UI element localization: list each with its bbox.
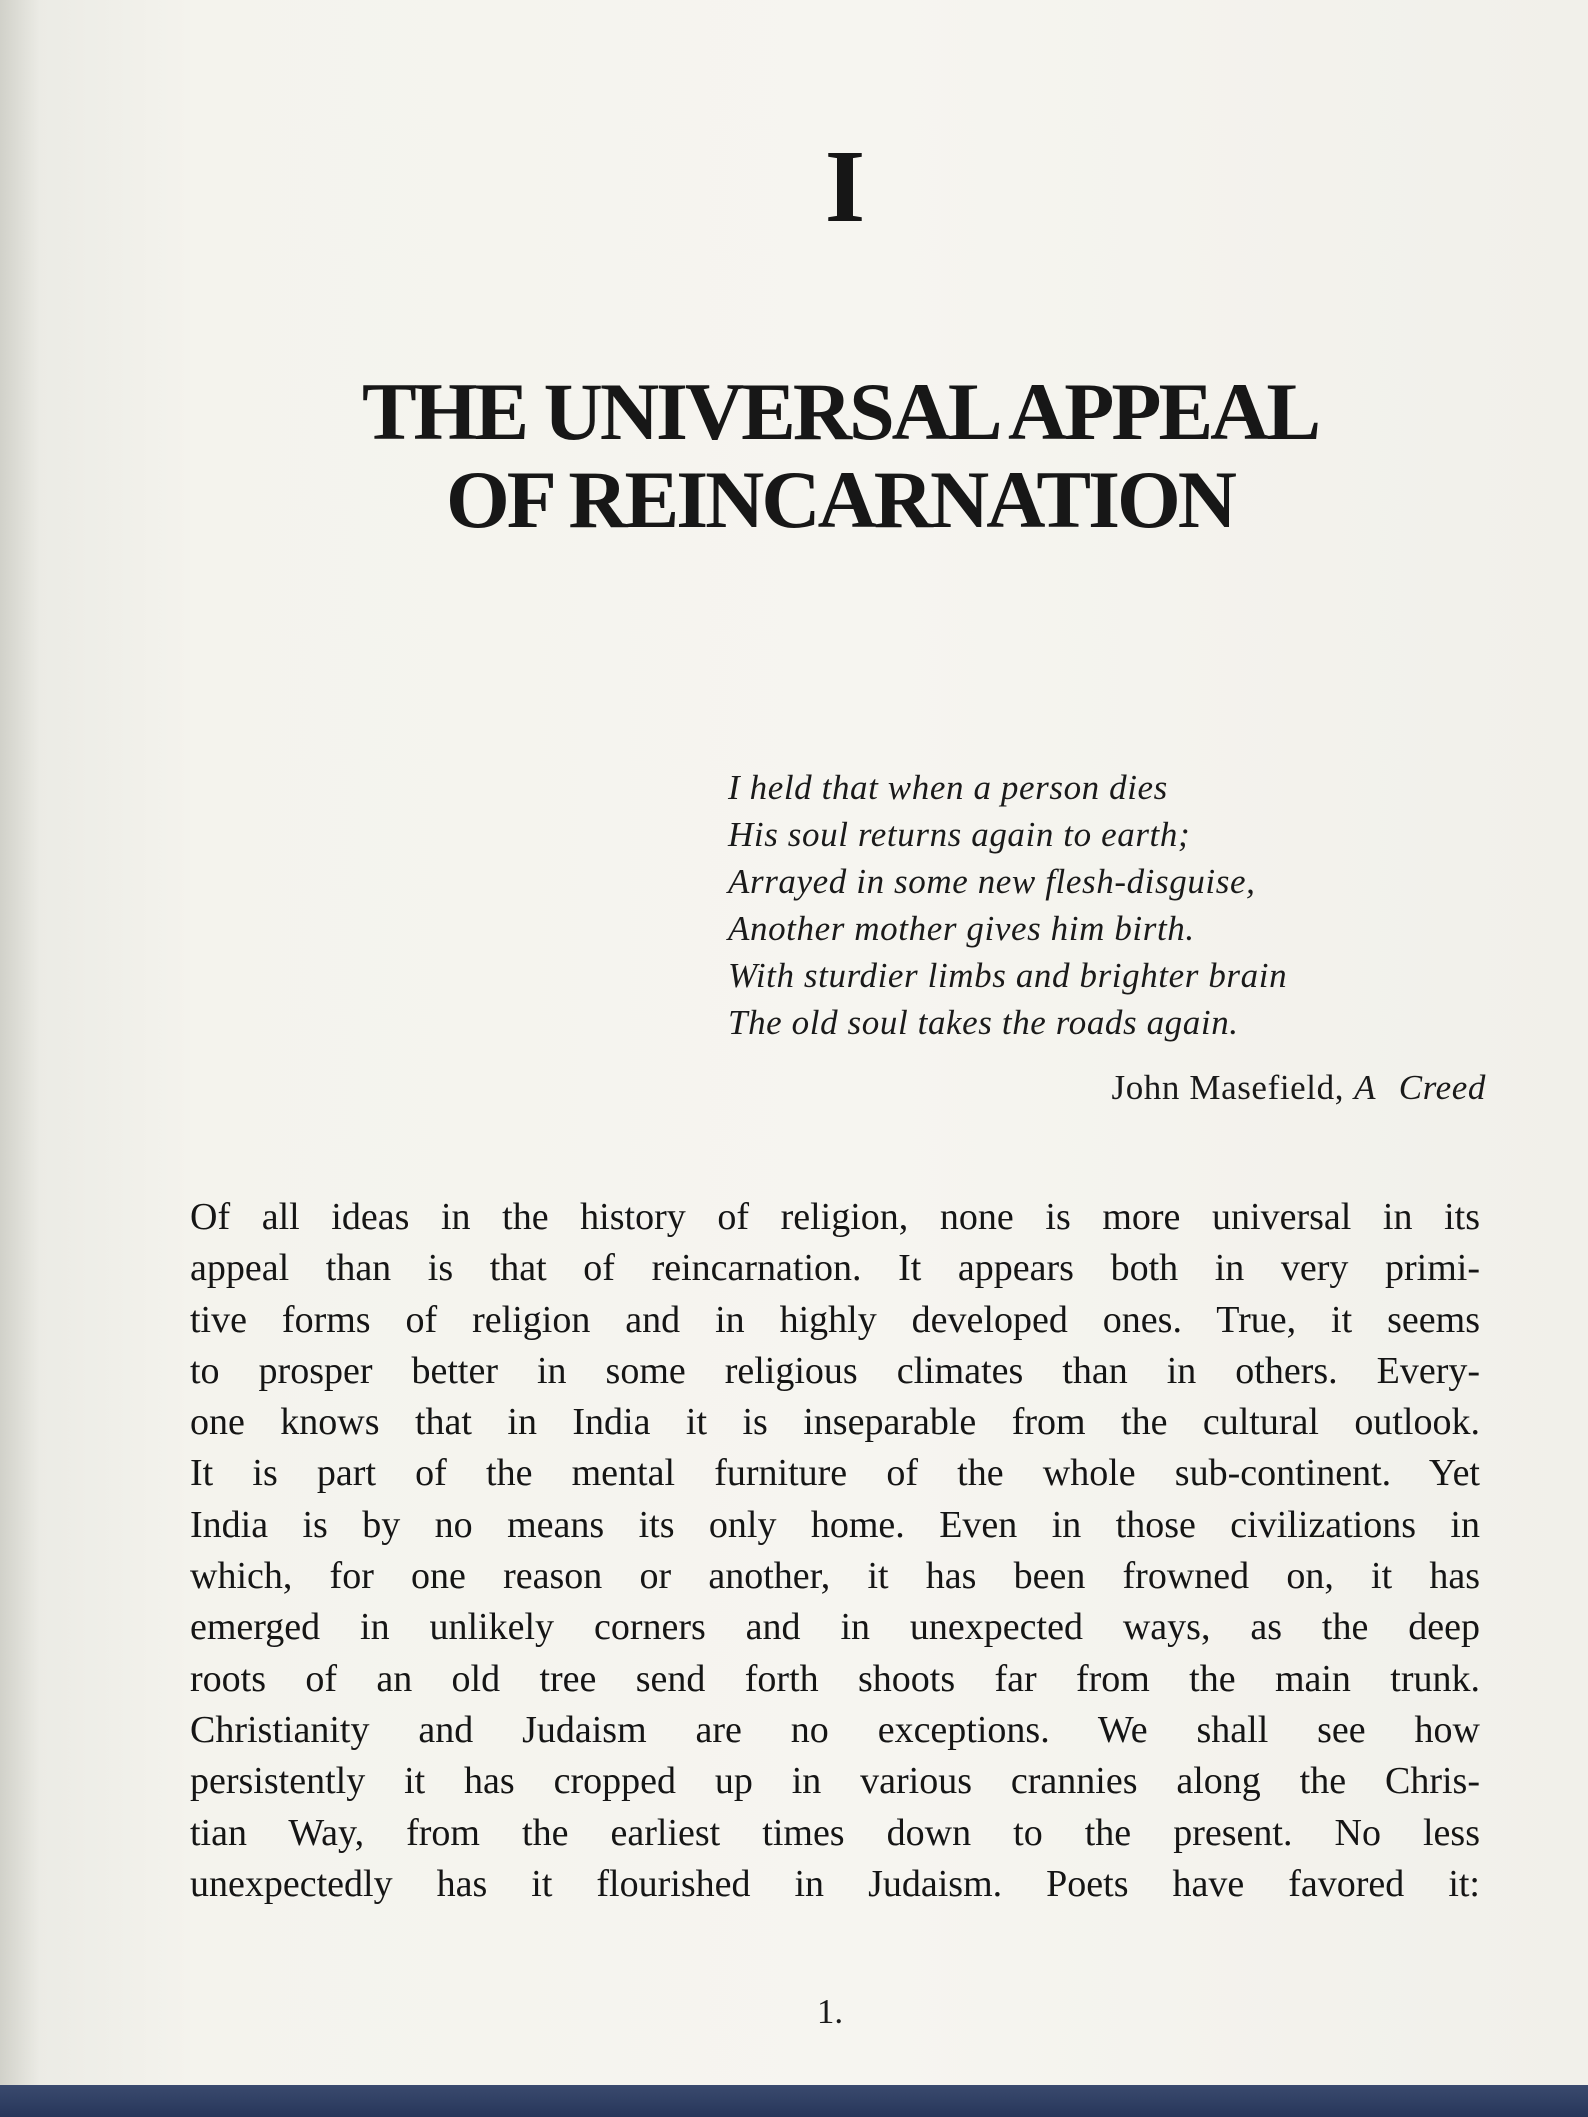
body-line: Christianity and Judaism are no exceptions. We shall see how (190, 1708, 1480, 1751)
body-paragraph (190, 1192, 1480, 1910)
chapter-title-line: THE UNIVERSAL APPEAL (361, 366, 1319, 457)
page-number: 1. (816, 1992, 844, 2031)
body-line: It is part of the mental furniture of the whole sub-continent. Yet (190, 1452, 1480, 1495)
epigraph-line: His soul returns again to earth; (728, 815, 1191, 854)
epigraph-line: With sturdier limbs and brighter brain (728, 956, 1288, 995)
chapter-number: I (824, 129, 866, 244)
epigraph-author: John Masefield, (1111, 1068, 1345, 1107)
body-line: India is by no means its only home. Even in those civilizations in (190, 1503, 1480, 1546)
epigraph-line: Another mother gives him birth. (728, 909, 1195, 948)
epigraph-poem (728, 764, 1498, 1046)
epigraph-work-title: A Creed (1354, 1068, 1486, 1107)
body-line: Of all ideas in the history of religion, none is more universal in its (190, 1196, 1480, 1238)
body-line: roots of an old tree send forth shoots far from the main trunk. (190, 1657, 1480, 1700)
body-line: tive forms of religion and in highly developed ones. True, it seems (190, 1298, 1480, 1341)
body-line: emerged in unlikely corners and in unexpected ways, as the deep (190, 1606, 1480, 1649)
body-line: tian Way, from the earliest times down to the present. No less (190, 1811, 1480, 1854)
epigraph-line: The old soul takes the roads again. (728, 1003, 1239, 1042)
body-line: persistently it has cropped up in various crannies along the Chris- (190, 1760, 1480, 1803)
body-line: one knows that in India it is inseparable from the cultural outlook. (190, 1401, 1480, 1444)
chapter-title-line: OF REINCARNATION (446, 454, 1234, 545)
background-surface (0, 2085, 1588, 2117)
epigraph-line: Arrayed in some new flesh-disguise, (728, 862, 1256, 901)
chapter-title (300, 368, 1380, 544)
body-line: which, for one reason or another, it has been frowned on, it has (190, 1555, 1480, 1598)
epigraph-line: I held that when a person dies (728, 768, 1168, 807)
body-line: appeal than is that of reincarnation. It appears both in very primi- (190, 1247, 1480, 1290)
body-line: unexpectedly has it flourished in Judaism. Poets have favored it: (190, 1862, 1480, 1905)
body-line: to prosper better in some religious climates than in others. Every- (190, 1349, 1480, 1392)
page-gutter-shadow (0, 0, 40, 2085)
epigraph-attribution (1111, 1068, 1486, 1108)
